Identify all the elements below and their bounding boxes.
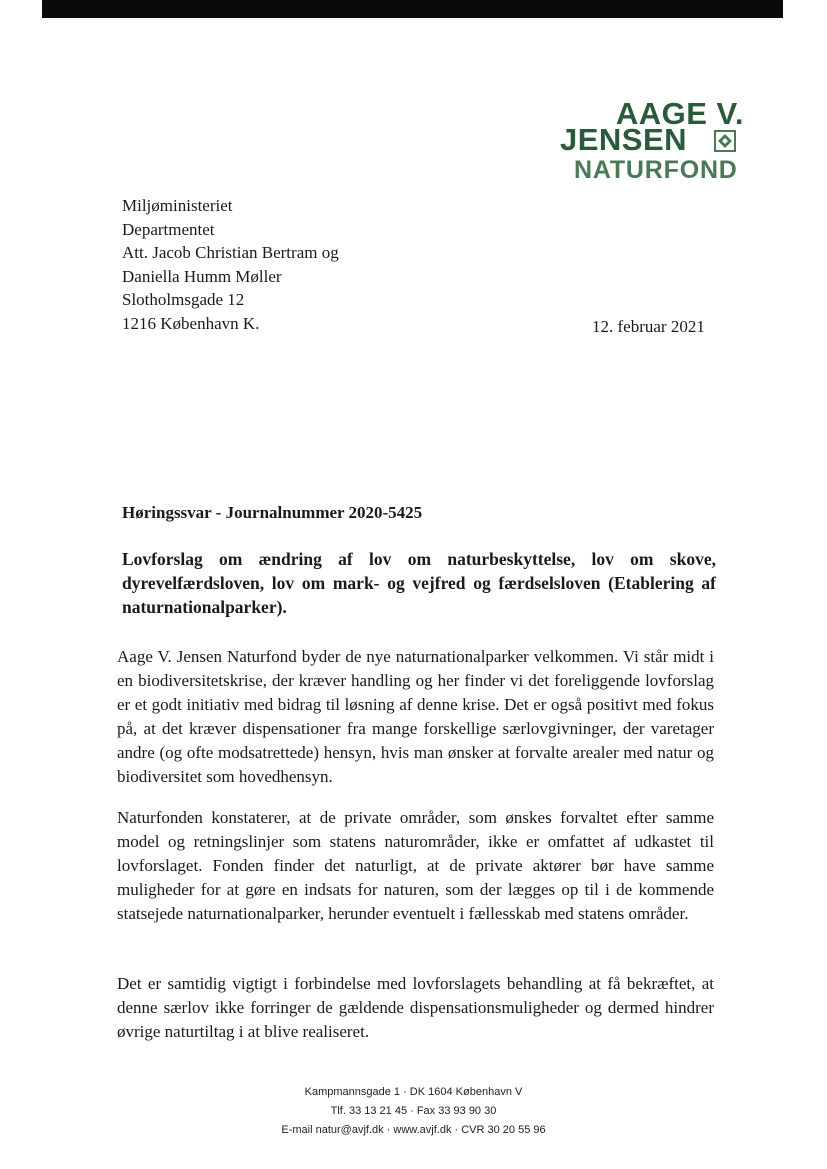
address-line: Miljøministeriet [122,196,233,215]
body-paragraph: Det er samtidig vigtigt i forbindelse med lovforslagets behandling at få bekræftet, at denne særlov ikke forringer de gældende dispensationsmuligheder og dermed hindrer øvrige naturtiltag i at blive realiseret. [117,974,714,1041]
naturfond-logo [560,98,750,190]
bill-heading: Lovforslag om ændring af lov om naturbeskyttelse, lov om skove, dyrevelfærdsloven, lov om mark- og vejfred og færdselsloven (Etablering af naturnationalparker). [122,549,716,617]
body-paragraph: Aage V. Jensen Naturfond byder de nye naturnationalparker velkommen. Vi står midt i en biodiversitetskrise, der kræver handling og her finder vi det foreliggende lovforslag er et godt initiativ med bidrag til løsning af denne krise. Det er også positivt med fokus på, at det kræver dispensationer fra mange forskellige særlovgivninger, der varetager andre (og ofte modsatrettede) hensyn, hvis man ønsker at forvalte arealer med natur og biodiversitet som hovedhensyn. [117,647,714,786]
address-line: Att. Jacob Christian Bertram og [122,243,339,262]
address-line: 1216 København K. [122,313,260,333]
address-line: Slotholmsgade 12 [122,290,245,309]
address-line: Departmentet [122,219,215,239]
footer-contact: E-mail natur@avjf.dk · www.avjf.dk · CVR 30 20 55 96 [281,1124,546,1136]
recipient-address [122,194,339,335]
body-paragraph: Naturfonden konstaterer, at de private områder, som ønskes forvaltet efter samme model og retningslinjer som statens naturområder, ikke er omfattet af udkastet til lovforslaget. Fonden finder det naturligt, at de private aktører bør have samme muligheder for at gøre en indsats for naturen, som der lægges op til i de kommende statsejede naturnationalparker, herunder eventuelt i fællesskab med statens områder. [117,808,714,923]
scan-top-border [42,0,783,18]
logo-line-3: NATURFOND [574,156,738,184]
subject-line: Høringssvar - Journalnummer 2020-5425 [122,503,423,522]
letter-footer [0,1083,827,1140]
logo-line-2: JENSEN [560,122,688,157]
logo-line-1: AAGE V. [615,96,744,131]
letter-date: 12. februar 2021 [592,317,705,336]
address-line: Daniella Humm Møller [122,266,282,286]
footer-phone: Tlf. 33 13 21 45 · Fax 33 93 90 30 [330,1105,497,1117]
naturfond-emblem-icon [714,130,736,152]
footer-address: Kampmannsgade 1 · DK 1604 København V [304,1086,523,1098]
